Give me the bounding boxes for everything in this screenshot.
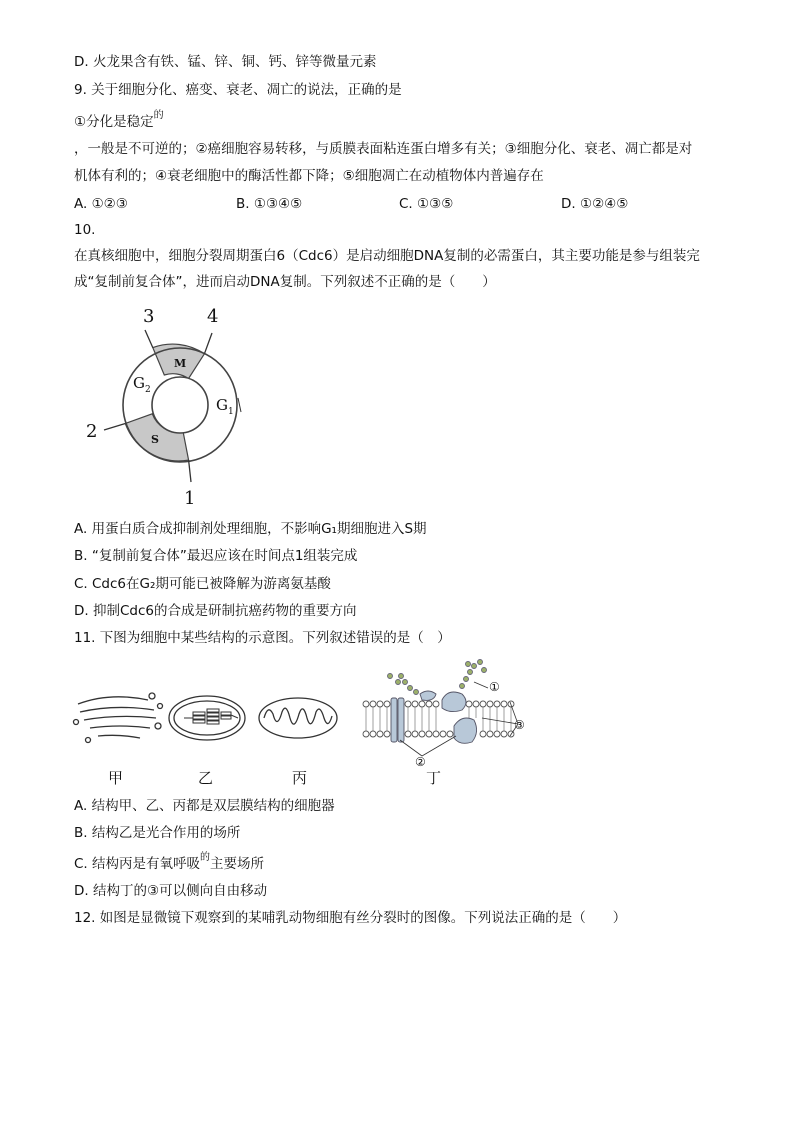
marker-1: ① [489,680,500,694]
q10-option-c: C. Cdc6在G₂期可能已被降解为游离氨基酸 [74,576,331,592]
inner-circle [152,377,208,433]
g1-subscript: 1 [227,407,234,417]
g2-letter: G [133,374,145,392]
q9-option-c: C. ①③⑤ [399,196,454,212]
g1-phase-label [216,396,234,417]
golgi-apparatus-drawing [74,693,163,743]
q10-stem-1: 在真核细胞中，细胞分裂周期蛋白6（Cdc6）是启动细胞DNA复制的必需蛋白，其主要功能是参与组装完 [74,248,700,264]
caption-yi: 乙 [198,769,214,787]
q11-option-c-tail: 主要场所 [210,856,265,872]
chloroplast-drawing [169,696,245,740]
caption-jia: 甲 [108,769,124,787]
q10-option-d: D. 抑制Cdc6的合成是研制抗癌药物的重要方向 [74,603,357,619]
q10-option-a: A. 用蛋白质合成抑制剂处理细胞，不影响G₁期细胞进入S期 [74,521,427,537]
m-phase-label: M [174,357,187,370]
q11-stem: 11. 下图为细胞中某些结构的示意图。下列叙述错误的是（ ） [74,630,451,646]
organelle-figure [70,652,540,767]
time-point-2: 2 [86,421,98,442]
q10-option-b: B. “复制前复合体”最迟应该在时间点1组装完成 [74,548,358,564]
q9-option-d: D. ①②④⑤ [561,196,629,212]
tick-2 [104,424,125,431]
g2-phase-label [133,374,151,395]
caption-ding: 丁 [426,769,442,787]
cell-membrane-drawing [362,660,518,757]
q9-option-a: A. ①②③ [74,196,128,212]
q11-option-c-main: C. 结构丙是有氧呼吸 [74,856,201,872]
caption-bing: 丙 [292,769,308,787]
q9-line2: ，一般是不可逆的；②癌细胞容易转移，与质膜表面粘连蛋白增多有关；③细胞分化、衰老、凋亡都是对 [74,141,693,157]
tick-1 [189,460,191,482]
tick-3 [145,330,153,348]
q11-option-b: B. 结构乙是光合作用的场所 [74,825,241,841]
marker-2: ② [415,755,426,769]
q11-option-c [74,854,264,876]
cell-cycle-diagram [78,300,278,515]
mitochondrion-drawing [259,698,337,738]
q10-number: 10. [74,222,96,238]
q9-option-b: B. ①③④⑤ [236,196,303,212]
q11-option-d: D. 结构丁的③可以侧向自由移动 [74,883,268,899]
q9-stem: 9. 关于细胞分化、癌变、衰老、凋亡的说法，正确的是 [74,82,402,98]
s-phase-label: S [151,433,159,446]
time-point-3: 3 [143,306,155,327]
tick-4 [204,333,212,354]
g1-g2-boundary [238,398,241,412]
q9-line1-sup: 的 [153,110,164,121]
time-point-1: 1 [184,488,196,509]
q10-stem-2: 成“复制前复合体”，进而启动DNA复制。下列叙述不正确的是（ ） [74,274,496,290]
marker-3: ③ [514,718,525,732]
g1-letter: G [216,396,228,414]
q9-line1 [74,112,164,134]
time-point-4: 4 [207,306,219,327]
q12-stem: 12. 如图是显微镜下观察到的某哺乳动物细胞有丝分裂时的图像。下列说法正确的是（ ） [74,910,627,926]
g2-subscript: 2 [144,385,151,395]
q8-option-d: D. 火龙果含有铁、锰、锌、铜、钙、锌等微量元素 [74,54,377,70]
q9-line1-main: ①分化是稳定 [74,114,154,130]
q9-line3: 机体有利的；④衰老细胞中的酶活性都下降；⑤细胞凋亡在动植物体内普遍存在 [74,168,544,184]
q11-option-a: A. 结构甲、乙、丙都是双层膜结构的细胞器 [74,798,335,814]
q11-option-c-sup: 的 [200,852,211,863]
